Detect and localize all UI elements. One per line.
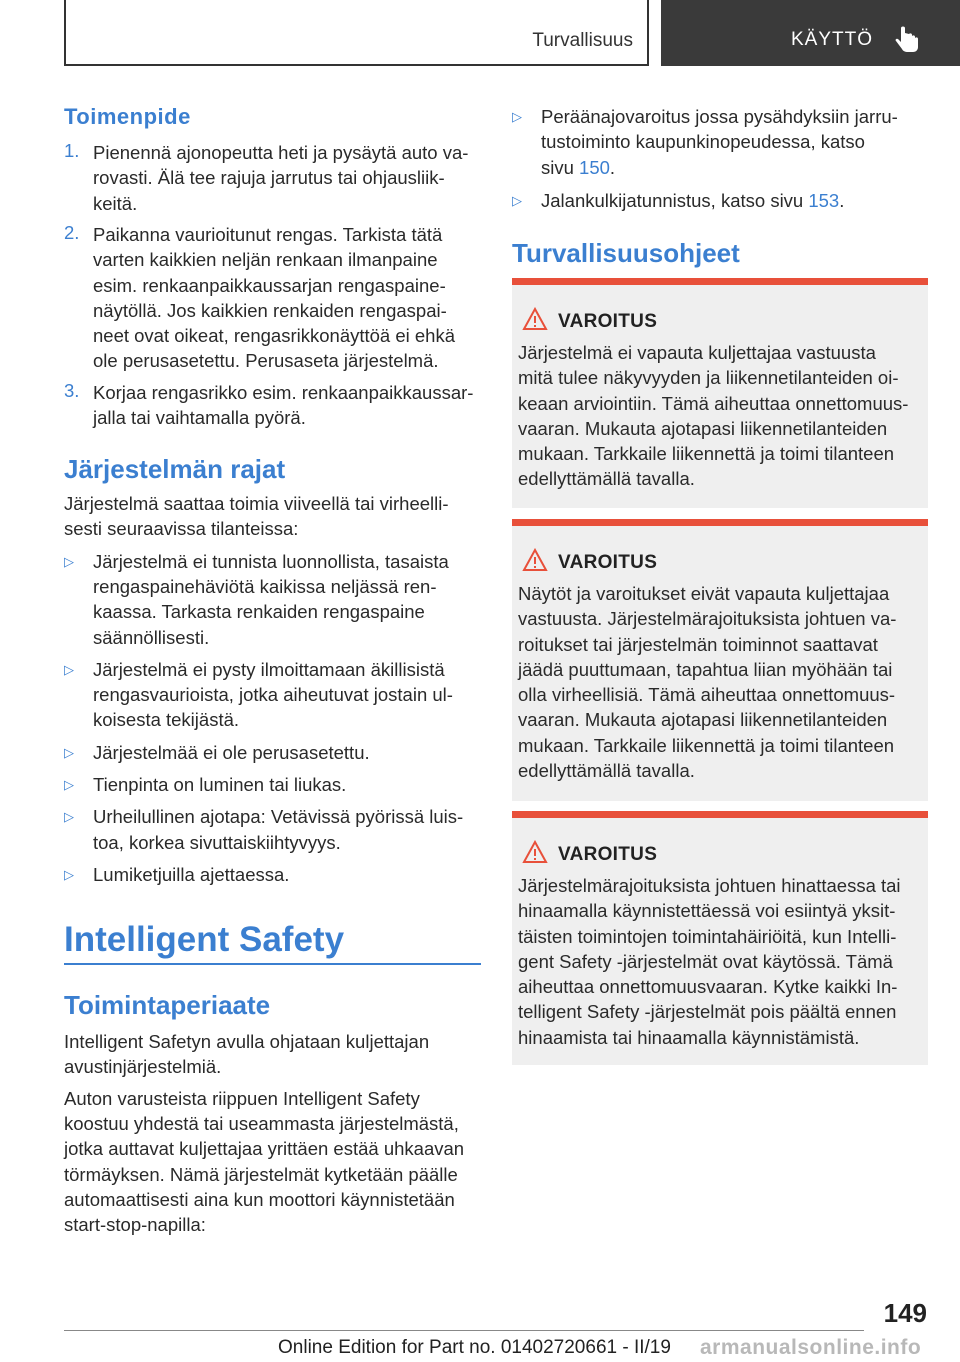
bullet-text-part: .	[609, 156, 616, 178]
bullet-triangle-icon: ▷	[64, 553, 74, 569]
paragraph-line: jotka auttavat kuljettajaa yrittäen estää uhkaavan	[64, 1138, 465, 1160]
warning-text-line: telligent Safety -järjestelmät pois päältä ennen	[518, 1001, 897, 1023]
bullet-triangle-icon: ▷	[64, 809, 74, 825]
warning-text-line: vaaran. Mukauta ajotapasi liikennetilanteiden	[518, 417, 888, 439]
section-heading-turvallisuusohjeet: Turvallisuusohjeet	[512, 238, 740, 268]
warning-text-line: Järjestelmä ei vapauta kuljettajaa vastuusta	[518, 342, 876, 363]
heading-underline	[64, 963, 481, 965]
header-section-title: Turvallisuus	[532, 30, 633, 51]
warning-text-line: mitä tulee näkyvyyden ja liikennetilanteiden oi-	[518, 367, 899, 389]
step-text: näytöllä. Jos kaikkien renkaiden rengaspai-	[93, 299, 447, 321]
section-heading-rajat: Järjestelmän rajat	[64, 454, 286, 484]
paragraph-line: koostuu yhdestä tai useammasta järjestelmästä,	[64, 1112, 459, 1134]
warning-text-line: mukaan. Tarkkaile liikennettä ja toimi tilanteen	[518, 734, 895, 756]
step-text: Paikanna vaurioitunut rengas. Tarkista tätä	[93, 223, 443, 245]
bullet-text: säännöllisesti.	[93, 626, 210, 648]
warning-text-line: roitukset tai järjestelmän toiminnot saattavat	[518, 633, 878, 655]
section-heading-toimenpide: Toimenpide	[64, 104, 191, 129]
step-text: neet ovat oikeat, rengasrikkonäyttöä ei ehkä	[93, 325, 456, 347]
step-text: Korjaa rengasrikko esim. renkaanpaikkaussar-	[93, 381, 474, 403]
step-text: varten kaikkien neljän renkaan ilmanpaine	[93, 249, 438, 271]
warning-text-line: gent Safety -järjestelmät ovat käytössä. Tämä	[518, 950, 893, 972]
warning-text-line: vastuusta. Järjestelmärajoituksista johtuen va-	[518, 608, 897, 630]
warning-text	[518, 873, 926, 1050]
bullet-text-part: sivu	[541, 156, 580, 178]
bullet-text-part: Jalankulkijatunnistus, katso sivu	[541, 189, 809, 211]
warning-text-line: hinaamalla käynnistettäessä voi esiintyä yksit-	[518, 900, 896, 922]
step-text: Pienennä ajonopeutta heti ja pysäytä auto va-	[93, 142, 469, 163]
pointing-hand-icon	[895, 26, 921, 54]
warning-text-line: Näytöt ja varoitukset eivät vapauta kuljettajaa	[518, 583, 890, 604]
bullet-text: Urheilullinen ajotapa: Vetävissä pyörissä luis-	[93, 806, 464, 828]
bullet-triangle-icon: ▷	[512, 109, 522, 124]
paragraph-line: törmäyksen. Nämä järjestelmät kytketään päälle	[64, 1163, 458, 1185]
footer-rule	[64, 1330, 864, 1331]
paragraph-line: Järjestelmä saattaa toimia viiveellä tai virheelli-	[64, 493, 449, 514]
bullet-text: Järjestelmä ei pysty ilmoittamaan äkillisistä	[93, 658, 445, 680]
step-text: ole perusasetettu. Perusaseta järjestelmä.	[93, 350, 439, 372]
page-number: 149	[883, 1298, 927, 1328]
bullet-text	[541, 188, 844, 213]
bullet-text: toa, korkea sivuttaiskiihtyvyys.	[93, 831, 341, 853]
step-text: keitä.	[93, 192, 138, 214]
bullet-text: Lumiketjuilla ajettaessa.	[93, 863, 290, 885]
step-number: 1.	[64, 140, 80, 161]
warning-text-line: jäädä puuttumaan, tapahtua liian myöhään tai	[518, 658, 893, 680]
warning-box	[512, 811, 928, 1065]
warning-text-line: edellyttämällä tavalla.	[518, 760, 695, 782]
paragraph-line: avustinjärjestelmiä.	[64, 1056, 222, 1078]
warning-text-line: mukaan. Tarkkaile liikennettä ja toimi tilanteen	[518, 443, 895, 465]
warning-text-line: edellyttämällä tavalla.	[518, 468, 695, 490]
step-text: jalla tai vaihtamalla pyörä.	[93, 407, 306, 428]
warning-text-line: olla virheellisiä. Tämä aiheuttaa onnettomuus-	[518, 684, 896, 706]
bullet-text: Tienpinta on luminen tai liukas.	[93, 774, 347, 795]
bullet-text: rengasvaurioista, jotka aiheutuvat jostain ul-	[93, 684, 453, 706]
chapter-heading-intelligent-safety: Intelligent Safety	[64, 920, 345, 959]
paragraph-line: start-stop-napilla:	[64, 1214, 206, 1236]
paragraph-line: Auton varusteista riippuen Intelligent Safety	[64, 1087, 420, 1109]
step-number: 2.	[64, 221, 80, 243]
step-number: 3.	[64, 379, 80, 401]
warning-box	[512, 278, 928, 508]
bullet-triangle-icon: ▷	[64, 777, 74, 792]
bullet-text: Järjestelmä ei tunnista luonnollista, tasaista	[93, 550, 449, 572]
bullet-text: tustoiminto kaupunkinopeudessa, katso	[541, 131, 865, 153]
bullet-text-part: .	[839, 189, 845, 211]
bullet-triangle-icon: ▷	[64, 661, 74, 677]
warning-title: VAROITUS	[558, 844, 658, 865]
bullet-text: Peräänajovaroitus jossa pysähdyksiin jarru-	[541, 106, 898, 127]
warning-text-line: keaan arviointiin. Tämä aiheuttaa onnettomuus-	[518, 392, 909, 414]
footer-edition: Online Edition for Part no. 01402720661 - II/19	[278, 1337, 671, 1358]
bullet-triangle-icon: ▷	[64, 866, 74, 882]
warning-text-line: hinaamista tai hinaamalla käynnistämistä.	[518, 1026, 860, 1048]
bullet-text: koisesta tekijästä.	[93, 709, 240, 731]
warning-title: VAROITUS	[558, 552, 658, 573]
paragraph-line: Intelligent Safetyn avulla ohjataan kuljettajan	[64, 1031, 430, 1052]
warning-text	[518, 581, 926, 783]
bullet-text: Järjestelmää ei ole perusasetettu.	[93, 741, 370, 763]
warning-text	[518, 340, 926, 492]
warning-triangle-icon	[522, 840, 548, 864]
warning-triangle-icon	[522, 548, 548, 572]
footer-logo-watermark: armanualsonline.info	[700, 1336, 922, 1359]
paragraph-line: sesti seuraavissa tilanteissa:	[64, 518, 299, 540]
warning-title: VAROITUS	[558, 311, 658, 332]
warning-text-line: Järjestelmärajoituksista johtuen hinattaessa tai	[518, 875, 901, 896]
header-chapter-tab	[661, 0, 960, 66]
bullet-triangle-icon: ▷	[512, 192, 522, 208]
bullet-text: rengaspainehäviötä kaikissa neljässä ren-	[93, 575, 437, 597]
step-text: rovasti. Älä tee rajuja jarrutus tai ohjausliik-	[93, 167, 445, 189]
header-section-box	[64, 0, 649, 66]
header-chapter-title: KÄYTTÖ	[791, 29, 874, 50]
bullet-triangle-icon: ▷	[64, 744, 74, 760]
warning-text-line: vaaran. Mukauta ajotapasi liikennetilanteiden	[518, 709, 888, 731]
warning-text-line: täisten toimintojen toimintahäiriöitä, kun Intelli-	[518, 925, 897, 947]
warning-triangle-icon	[522, 307, 548, 331]
warning-text-line: aiheuttaa onnettomuusvaaran. Kytke kaikki In-	[518, 976, 898, 998]
step-text: esim. renkaanpaikkaussarjan rengaspaine-	[93, 274, 446, 296]
bullet-text	[541, 155, 615, 180]
bullet-text: kaassa. Tarkasta renkaiden rengaspaine	[93, 601, 425, 623]
page-reference-link[interactable]: 153	[808, 189, 840, 211]
page-reference-link[interactable]: 150	[579, 156, 610, 178]
paragraph-line: automaattisesti aina kun moottori käynnistetään	[64, 1188, 455, 1210]
warning-box	[512, 519, 928, 801]
section-heading-toimintaperiaate: Toimintaperiaate	[64, 990, 271, 1020]
